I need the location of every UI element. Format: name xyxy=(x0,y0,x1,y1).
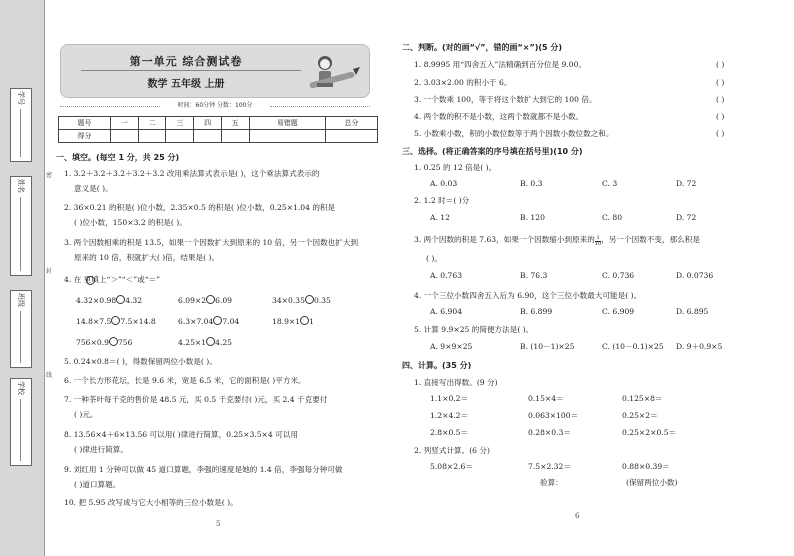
school-label: 学校 xyxy=(17,381,25,395)
seal-mark-1: 密 xyxy=(45,172,52,179)
calc-item: 0.25×2×0.5＝ xyxy=(622,428,677,437)
student-name-field[interactable] xyxy=(10,176,32,276)
compare-answer-circle[interactable] xyxy=(116,295,125,304)
judge-answer-5[interactable]: ( ) xyxy=(716,129,725,138)
judge-answer-4[interactable]: ( ) xyxy=(716,112,725,121)
compare-row-3b xyxy=(178,337,232,348)
student-id-field[interactable] xyxy=(10,88,32,162)
vertical-calc-item: 0.88×0.39＝ xyxy=(622,462,670,471)
class-label: 班级 xyxy=(17,293,25,307)
header-divider xyxy=(81,70,301,71)
choice-5-option-c[interactable]: C. (10－0.1)×25 xyxy=(602,342,664,351)
score-head-cell: 一 xyxy=(111,117,139,130)
compare-circle-example xyxy=(86,276,95,285)
compare-expr: 4.25×1 xyxy=(178,338,207,347)
score-head-cell: 五 xyxy=(221,117,249,130)
score-head-cell: 易错题 xyxy=(249,117,325,130)
compare-row-3 xyxy=(76,337,132,348)
choice-2-option-d[interactable]: D. 72 xyxy=(676,213,697,222)
score-head-cell: 总分 xyxy=(325,117,377,130)
section-multiple-choice: 三、选择。(将正确答案的序号填在括号里)(10 分) xyxy=(402,147,583,156)
class-field[interactable] xyxy=(10,290,32,368)
section-true-false: 二、判断。(对的画“√”，错的画“×”)(5 分) xyxy=(402,43,563,52)
page-number-right: 6 xyxy=(575,512,580,520)
exam-meta: 时间：60分钟 分数：100分 xyxy=(60,101,370,111)
check-label: 验算： xyxy=(540,478,563,487)
compare-expr: 6.3×7.04 xyxy=(178,317,214,326)
question-7-line-2: ( )元。 xyxy=(74,410,98,419)
calc-part-2-title: 2. 列竖式计算。(6 分) xyxy=(414,446,490,455)
section-calculation: 四、计算。(35 分) xyxy=(402,361,472,370)
question-8-line-1: 8. 13.56×4＋6×13.56 可以用( )律进行简算，0.25×3.5×4 可以用 xyxy=(64,430,298,439)
compare-expr: 4.32×0.98 xyxy=(76,296,117,305)
judge-item-4: 4. 两个数的积不是小数，这两个数就都不是小数。 xyxy=(414,112,584,121)
score-cell[interactable] xyxy=(325,130,377,143)
calc-part-1-title: 1. 直接写出得数。(9 分) xyxy=(414,378,498,387)
question-5: 5. 0.24×0.8＝( )，得数保留两位小数是( )。 xyxy=(64,357,217,366)
score-head-cell: 四 xyxy=(194,117,222,130)
exam-subject: 数学 五年级 上册 xyxy=(147,79,225,90)
fraction-denominator: 10 xyxy=(594,241,602,247)
choice-1-option-d[interactable]: D. 72 xyxy=(676,179,697,188)
seal-mark-2: 封 xyxy=(45,268,52,275)
choice-question-3-line-2: ( )。 xyxy=(426,254,442,263)
exam-title: 第一单元 综合测试卷 xyxy=(129,55,243,68)
compare-row-1 xyxy=(76,295,142,306)
question-1-line-1: 1. 3.2＋3.2＋3.2＋3.2＋3.2 改用乘法算式表示是( )，这个乘法算式表示的 xyxy=(64,169,320,178)
judge-answer-2[interactable]: ( ) xyxy=(716,78,725,87)
judge-answer-3[interactable]: ( ) xyxy=(716,95,725,104)
school-field[interactable] xyxy=(10,378,32,466)
choice-4-option-c[interactable]: C. 6.909 xyxy=(602,307,635,316)
question-7-line-1: 7. 一种茶叶每千克的售价是 48.5 元，买 0.5 千克要付( )元，买 2.4 千克要付 xyxy=(64,395,328,404)
score-table xyxy=(58,116,378,143)
seal-mark-3: 线 xyxy=(45,372,52,379)
question-3-line-2: 原来的 10 倍，积就扩大( )倍，结果是( )。 xyxy=(74,253,220,262)
compare-answer-circle[interactable] xyxy=(206,337,215,346)
choice-3-text-b: ，另一个因数不变，那么积是 xyxy=(601,235,700,244)
score-label-cell: 得分 xyxy=(59,130,111,143)
calc-item: 0.25×2＝ xyxy=(622,411,658,420)
choice-3-option-d[interactable]: D. 0.0736 xyxy=(676,271,714,280)
calc-item: 0.063×100＝ xyxy=(528,411,579,420)
score-header-row xyxy=(59,117,378,130)
question-3-line-1: 3. 两个因数相乘的积是 13.5，如果一个因数扩大到原来的 10 倍，另一个因数也扩大到 xyxy=(64,238,359,247)
question-9-line-1: 9. 刘红用 1 分钟可以做 45 道口算题，李强的速度是她的 1.4 倍，李强每分钟可做 xyxy=(64,465,343,474)
question-6: 6. 一个长方形花坛，长是 9.6 米，宽是 6.5 米，它的面积是( )平方米。 xyxy=(64,376,306,385)
compare-expr: 756 xyxy=(117,338,133,347)
compare-answer-circle[interactable] xyxy=(213,316,222,325)
compare-row-2c xyxy=(272,316,314,327)
compare-row-2b xyxy=(178,316,239,327)
calc-item: 0.125×8＝ xyxy=(622,394,663,403)
compare-expr: 1 xyxy=(309,317,314,326)
choice-question-4: 4. 一个三位小数四舍五入后为 6.90，这个三位小数最大可能是( )。 xyxy=(414,291,642,300)
choice-4-option-b[interactable]: B. 6.899 xyxy=(520,307,553,316)
score-cell[interactable] xyxy=(249,130,325,143)
compare-row-1c xyxy=(272,295,331,306)
school-line xyxy=(20,399,21,461)
calc-item: 2.8×0.5＝ xyxy=(430,428,469,437)
compare-expr: 6.09×2 xyxy=(178,296,207,305)
compare-expr: 756×0.9 xyxy=(76,338,109,347)
page-number-left: 5 xyxy=(216,520,221,528)
fraction-numerator: 1 xyxy=(596,235,600,241)
compare-answer-circle[interactable] xyxy=(300,316,309,325)
question-2-line-1: 2. 36×0.21 的积是( )位小数，2.35×0.5 的积是( )位小数，0.25×1.04 的积是 xyxy=(64,203,336,212)
compare-expr: 18.9×1 xyxy=(272,317,301,326)
choice-1-option-c[interactable]: C. 3 xyxy=(602,179,618,188)
question-1-line-2: 意义是( )。 xyxy=(74,184,113,193)
judge-item-2: 2. 3.03×2.00 的积小于 6。 xyxy=(414,78,512,87)
choice-5-option-b[interactable]: B. (10－1)×25 xyxy=(520,342,575,351)
student-name-line xyxy=(20,197,21,271)
class-line xyxy=(20,311,21,363)
compare-expr: 4.32 xyxy=(125,296,143,305)
choice-question-5: 5. 计算 9.9×25 的简便方法是( )。 xyxy=(414,325,534,334)
compare-answer-circle[interactable] xyxy=(109,337,118,346)
compare-expr: 7.5×14.8 xyxy=(120,317,156,326)
judge-item-1: 1. 8.9995 用“四舍五入”法精确到百分位是 9.00。 xyxy=(414,60,587,69)
choice-4-option-d[interactable]: D. 6.895 xyxy=(676,307,709,316)
calc-item: 1.1×0.2＝ xyxy=(430,394,469,403)
choice-3-option-a[interactable]: A. 0.763 xyxy=(430,271,463,280)
calc-item: 0.28×0.3＝ xyxy=(528,428,571,437)
vertical-calc-item: 5.08×2.6＝ xyxy=(430,462,473,471)
student-name-label: 姓名 xyxy=(17,179,25,193)
question-8-line-2: ( )律进行简算。 xyxy=(74,445,128,454)
compare-answer-circle[interactable] xyxy=(206,295,215,304)
student-id-line xyxy=(20,109,21,157)
round-note: (保留两位小数) xyxy=(626,478,678,487)
question-2-line-2: ( )位小数，150×3.2 的积是( )。 xyxy=(74,218,187,227)
compare-expr: 14.8×7.5 xyxy=(76,317,112,326)
calc-item: 1.2×4.2＝ xyxy=(430,411,469,420)
score-cell[interactable] xyxy=(138,130,166,143)
binding-line xyxy=(44,0,45,556)
compare-expr: 4.25 xyxy=(215,338,233,347)
choice-1-option-b[interactable]: B. 0.3 xyxy=(520,179,543,188)
student-id-label: 学号 xyxy=(17,91,25,105)
compare-answer-circle[interactable] xyxy=(111,316,120,325)
choice-3-option-b[interactable]: B. 76.3 xyxy=(520,271,548,280)
exam-header xyxy=(60,44,370,98)
choice-1-option-a[interactable]: A. 0.03 xyxy=(430,179,458,188)
binding-strip xyxy=(0,0,44,556)
vertical-calc-item: 7.5×2.32＝ xyxy=(528,462,571,471)
compare-answer-circle[interactable] xyxy=(305,295,314,304)
choice-4-option-a[interactable]: A. 6.904 xyxy=(430,307,463,316)
choice-3-text-a: 3. 两个因数的积是 7.63，如果一个因数缩小到原来的 xyxy=(414,235,595,244)
choice-2-option-a[interactable]: A. 12 xyxy=(430,213,450,222)
compare-row-1b xyxy=(178,295,232,306)
question-10: 10. 把 5.95 改写成与它大小相等的三位小数是( )。 xyxy=(64,498,238,507)
choice-question-2: 2. 1.2 时＝( )分 xyxy=(414,196,470,205)
compare-row-2 xyxy=(76,316,156,327)
score-value-row xyxy=(59,130,378,143)
section-fill-blank: 一、填空。(每空 1 分，共 25 分) xyxy=(56,153,180,162)
score-head-cell: 三 xyxy=(166,117,194,130)
judge-item-3: 3. 一个数乘 100，等于将这个数扩大到它的 100 倍。 xyxy=(414,95,597,104)
compare-expr: 7.04 xyxy=(222,317,240,326)
judge-answer-1[interactable]: ( ) xyxy=(716,60,725,69)
question-9-line-2: ( )道口算题。 xyxy=(74,480,121,489)
score-head-cell: 题号 xyxy=(59,117,111,130)
score-cell[interactable] xyxy=(166,130,194,143)
compare-expr: 34×0.35 xyxy=(272,296,305,305)
question-4-title xyxy=(64,275,160,285)
judge-item-5: 5. 小数乘小数，积的小数位数等于两个因数小数位数之和。 xyxy=(414,129,614,138)
cartoon-pen-icon xyxy=(305,51,361,93)
compare-expr: 0.35 xyxy=(313,296,331,305)
choice-question-3-line-1 xyxy=(414,235,700,247)
score-cell[interactable] xyxy=(111,130,139,143)
compare-expr: 6.09 xyxy=(215,296,233,305)
choice-3-option-c[interactable]: C. 0.736 xyxy=(602,271,635,280)
score-cell[interactable] xyxy=(221,130,249,143)
choice-5-option-a[interactable]: A. 9×9×25 xyxy=(430,342,473,351)
score-head-cell: 二 xyxy=(138,117,166,130)
choice-2-option-c[interactable]: C. 80 xyxy=(602,213,623,222)
question-4-text: 4. 在 里填上“＞”“＜”或“＝” xyxy=(64,275,161,284)
calc-item: 0.15×4＝ xyxy=(528,394,564,403)
score-cell[interactable] xyxy=(194,130,222,143)
choice-question-1: 1. 0.25 的 12 倍是( )。 xyxy=(414,163,497,172)
choice-5-option-d[interactable]: D. 9＋0.9×5 xyxy=(676,342,723,351)
choice-2-option-b[interactable]: B. 120 xyxy=(520,213,545,222)
